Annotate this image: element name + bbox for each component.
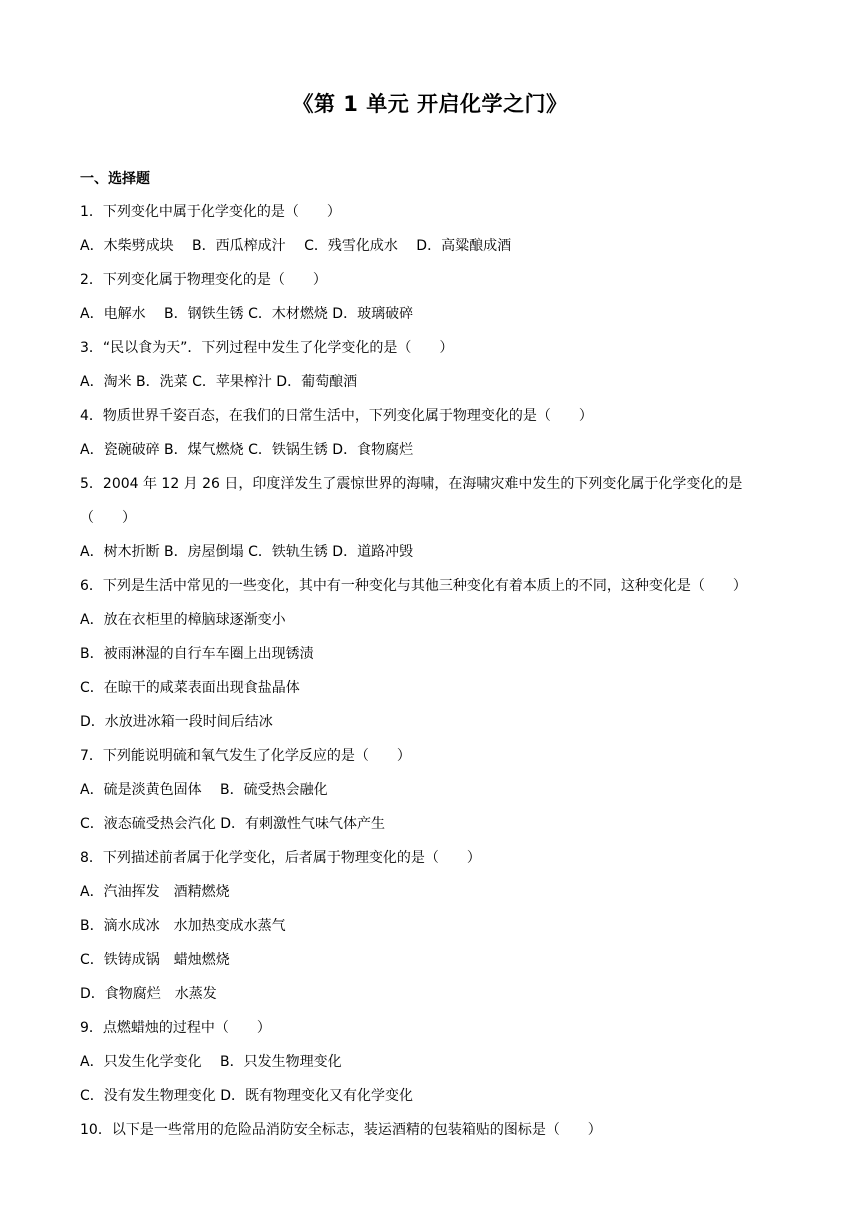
text-line: 10．以下是一些常用的危险品消防安全标志，装运酒精的包装箱贴的图标是（ ） <box>80 1122 602 1138</box>
text-line: A．树木折断 B．房屋倒塌 C．铁轨生锈 D．道路冲毁 <box>80 544 414 560</box>
text-line: A．瓷碗破碎 B．煤气燃烧 C．铁锅生锈 D．食物腐烂 <box>80 442 414 458</box>
text-line: A．木柴劈成块 B．西瓜榨成汁 C．残雪化成水 D．高粱酿成酒 <box>80 238 512 254</box>
text-line: 9．点燃蜡烛的过程中（ ） <box>80 1020 271 1036</box>
text-line: 1．下列变化中属于化学变化的是（ ） <box>80 204 341 220</box>
section-heading: 一、选择题 <box>80 171 150 187</box>
text-line: C．在晾干的咸菜表面出现食盐晶体 <box>80 680 300 696</box>
text-line: 7．下列能说明硫和氧气发生了化学反应的是（ ） <box>80 748 411 764</box>
text-line: C．液态硫受热会汽化 D．有刺激性气味气体产生 <box>80 816 386 832</box>
text-line: A．放在衣柜里的樟脑球逐渐变小 <box>80 612 286 628</box>
text-line: D．水放进冰箱一段时间后结冰 <box>80 714 273 730</box>
text-line: B．被雨淋湿的自行车车圈上出现锈渍 <box>80 646 314 662</box>
text-line: C．没有发生物理变化 D．既有物理变化又有化学变化 <box>80 1088 414 1104</box>
text-line: A．电解水 B．钢铁生锈 C．木材燃烧 D．玻璃破碎 <box>80 306 414 322</box>
text-line: B．滴水成冰 水加热变成水蒸气 <box>80 918 286 934</box>
text-line: A．只发生化学变化 B．只发生物理变化 <box>80 1054 342 1070</box>
text-line: 4．物质世界千姿百态，在我们的日常生活中，下列变化属于物理变化的是（ ） <box>80 408 593 424</box>
text-line: A．硫是淡黄色固体 B．硫受热会融化 <box>80 782 328 798</box>
document-title: 《第 1 单元 开启化学之门》 <box>292 92 568 116</box>
text-line: D．食物腐烂 水蒸发 <box>80 986 217 1002</box>
text-line: 2．下列变化属于物理变化的是（ ） <box>80 272 327 288</box>
text-line: 8．下列描述前者属于化学变化，后者属于物理变化的是（ ） <box>80 850 481 866</box>
text-line: 6．下列是生活中常见的一些变化，其中有一种变化与其他三种变化有着本质上的不同，这种变化是（ ） <box>80 578 747 594</box>
text-line: （ ） <box>80 510 136 526</box>
text-line: 5．2004 年 12 月 26 日，印度洋发生了震惊世界的海啸，在海啸灾难中发生的下列变化属于化学变化的是 <box>80 476 743 492</box>
text-line: A．淘米 B．洗菜 C．苹果榨汁 D．葡萄酿酒 <box>80 374 358 390</box>
text-line: 3．“民以食为天”．下列过程中发生了化学变化的是（ ） <box>80 340 454 356</box>
text-line: C．铁铸成锅 蜡烛燃烧 <box>80 952 230 968</box>
text-line: A．汽油挥发 酒精燃烧 <box>80 884 230 900</box>
